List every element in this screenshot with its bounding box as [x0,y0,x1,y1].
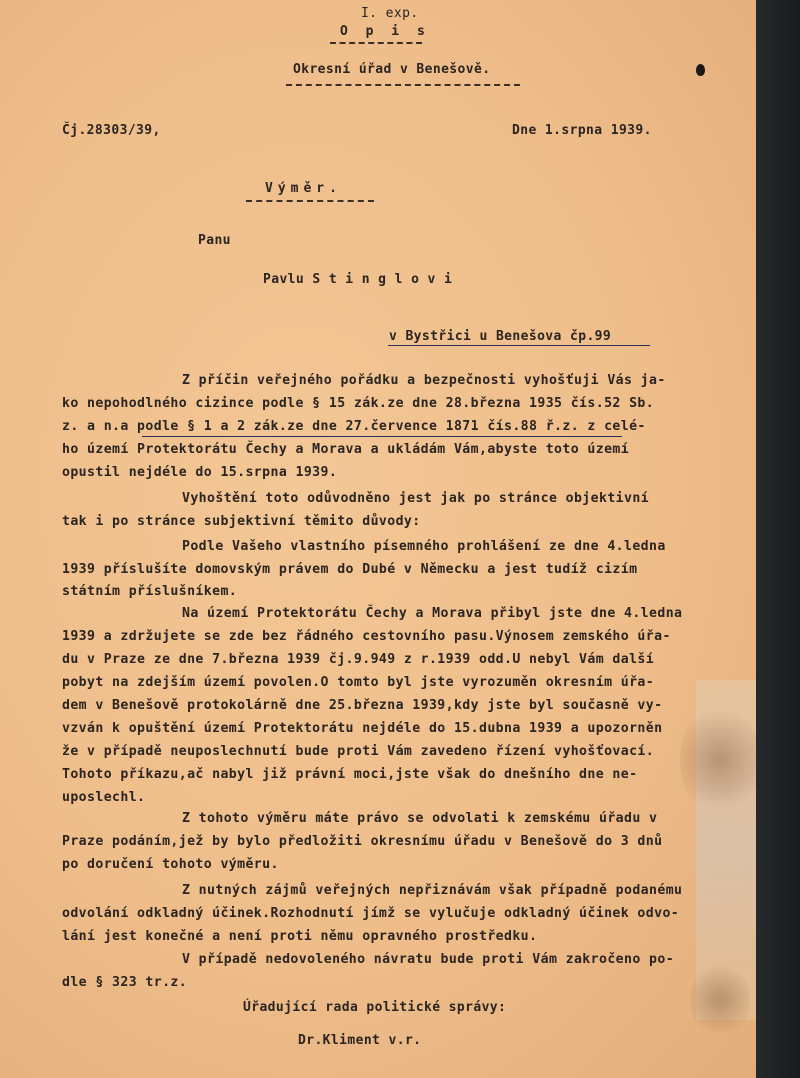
copy-label: O p i s [340,24,430,39]
signature: Dr.Kliment v.r. [298,1033,422,1048]
body-line: z. a n.a podle § 1 a 2 zák.ze dne 27.července 1871 čís.88 ř.z. z celé- [62,419,646,434]
stain [690,960,750,1040]
body-line: dle § 323 tr.z. [62,975,188,990]
body-line: po doručení tohoto výměru. [62,857,279,872]
body-line: státním příslušníkem. [62,584,238,599]
stain [680,700,756,820]
body-line: Z tohoto výměru máte právo se odvolati k zemskému úřadu v [182,811,658,826]
body-line: dem v Benešově protokolárně dne 25.března 1939,kdy jste byl současně vy- [62,698,663,713]
salutation: Panu [198,233,231,248]
body-line: Z nutných zájmů veřejných nepřiznávám však případně podanému [182,883,683,898]
body-line: Z příčin veřejného pořádku a bezpečnosti vyhošťuji Vás ja- [182,373,666,388]
title-underline [246,200,374,202]
body-line: Vyhoštění toto odůvodněno jest jak po stránce objektivní [182,491,650,506]
body-line: tak i po stránce subjektivní těmito důvody: [62,514,421,529]
office-underline [286,84,520,86]
body-line: že v případě neuposlechnutí bude proti Vám zavedeno řízení vyhošťovací. [62,744,655,759]
body-line: Na území Protektorátu Čechy a Morava přibyl jste dne 4.ledna [182,606,683,621]
body-line: pobyt na zdejším území povolen.O tomto byl jste vyrozuměn okresním úřa- [62,675,655,690]
body-line: ho území Protektorátu Čechy a Morava a ukládám Vám,abyste toto území [62,442,630,457]
office-name: Okresní úřad v Benešově. [293,62,491,77]
body-line: odvolání odkladný účinek.Rozhodnutí jímž se vylučuje odkladný účinek odvo- [62,906,680,921]
reference-number: Čj.28303/39, [62,123,161,138]
legal-reference-underline [142,436,622,437]
document-title: Výměr. [265,181,342,196]
addressee-name: Pavlu S t i n g l o v i [263,272,453,287]
body-line: 1939 a zdržujete se zde bez řádného cestovního pasu.Výnosem zemského úřa- [62,629,671,644]
body-line: lání jest konečné a není proti němu opravného prostředku. [62,929,538,944]
document-date: Dne 1.srpna 1939. [512,123,652,138]
addressee-address: v Bystřici u Benešova čp.99 [389,329,612,344]
body-line: du v Praze ze dne 7.března 1939 čj.9.949 z r.1939 odd.U nebyl Vám další [62,652,655,667]
body-line: Podle Vašeho vlastního písemného prohlášení ze dne 4.ledna [182,539,666,554]
body-line: 1939 příslušíte domovským právem do Dubé v Německu a jest tudíž cizím [62,562,638,577]
body-line: Tohoto příkazu,ač nabyl již právní moci,jste však do dnešního dne ne- [62,767,638,782]
body-line: opustil nejdéle do 15.srpna 1939. [62,465,338,480]
signatory-title: Úřadující rada politické správy: [243,1000,507,1015]
body-line: uposlechl. [62,790,146,805]
body-line: V případě nedovoleného návratu bude proti Vám zakročeno po- [182,952,675,967]
ink-blot [696,64,705,76]
body-line: vzván k opuštění území Protektorátu nejdéle do 15.dubna 1939 a upozorněn [62,721,663,736]
handwritten-annotation: I. exp. [361,6,419,21]
body-line: Praze podáním,jež by bylo předložiti okresnímu úřadu v Benešově do 3 dnů [62,834,663,849]
address-underline [388,345,650,346]
body-line: ko nepohodlného cizince podle § 15 zák.ze dne 28.března 1935 čís.52 Sb. [62,396,655,411]
copy-underline [330,42,422,44]
